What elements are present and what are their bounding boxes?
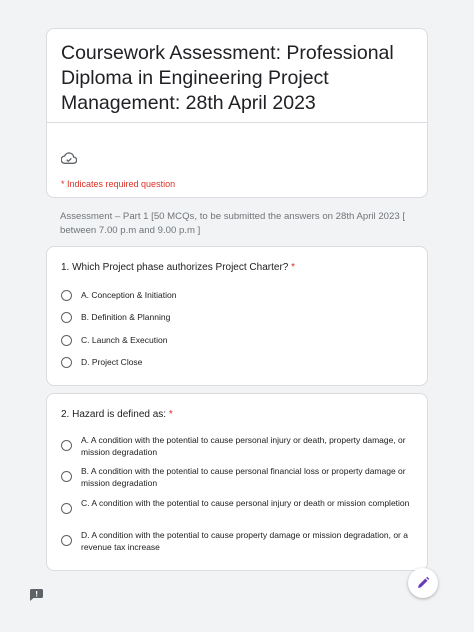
form-header-card <box>46 28 428 198</box>
question-card-2 <box>46 393 428 571</box>
option-label: D. Project Close <box>81 357 143 367</box>
required-note: * Indicates required question <box>61 179 176 189</box>
option-label: C. A condition with the potential to cause personal injury or death or mission completion <box>81 498 410 508</box>
option-label: A. Conception & Initiation <box>81 290 177 300</box>
question-title <box>61 409 173 420</box>
radio-button[interactable] <box>61 440 72 451</box>
required-asterisk: * <box>168 409 173 420</box>
header-divider <box>47 122 427 123</box>
radio-button[interactable] <box>61 471 72 482</box>
required-asterisk: * <box>291 262 296 273</box>
edit-button[interactable] <box>408 568 438 598</box>
question-card-1 <box>46 246 428 386</box>
radio-button[interactable] <box>61 335 72 346</box>
feedback-icon[interactable] <box>30 589 43 601</box>
radio-button[interactable] <box>61 290 72 301</box>
cloud-check-icon[interactable] <box>61 151 77 165</box>
option-label: B. A condition with the potential to cause personal financial loss or property damage or mission degradation <box>81 466 406 488</box>
form-title: Coursework Assessment: Professional Diploma in Engineering Project Management: 28th April 2023 <box>61 42 394 114</box>
radio-button[interactable] <box>61 312 72 323</box>
pencil-icon <box>416 576 430 590</box>
radio-button[interactable] <box>61 503 72 514</box>
question-text: 1. Which Project phase authorizes Project Charter? <box>61 262 289 273</box>
option-label: D. A condition with the potential to cause property damage or mission degradation, or a revenue tax increase <box>81 530 408 552</box>
option-label: B. Definition & Planning <box>81 312 171 322</box>
radio-button[interactable] <box>61 357 72 368</box>
question-text: 2. Hazard is defined as: <box>61 409 167 420</box>
radio-button[interactable] <box>61 535 72 546</box>
option-label: C. Launch & Execution <box>81 335 168 345</box>
section-description: Assessment – Part 1 [50 MCQs, to be submitted the answers on 28th April 2023 [ between 7.00 p.m and 9.00 p.m ] <box>60 211 406 236</box>
option-label: A. A condition with the potential to cause personal injury or death, property damage, or mission degradation <box>81 435 406 457</box>
question-title <box>61 262 295 273</box>
